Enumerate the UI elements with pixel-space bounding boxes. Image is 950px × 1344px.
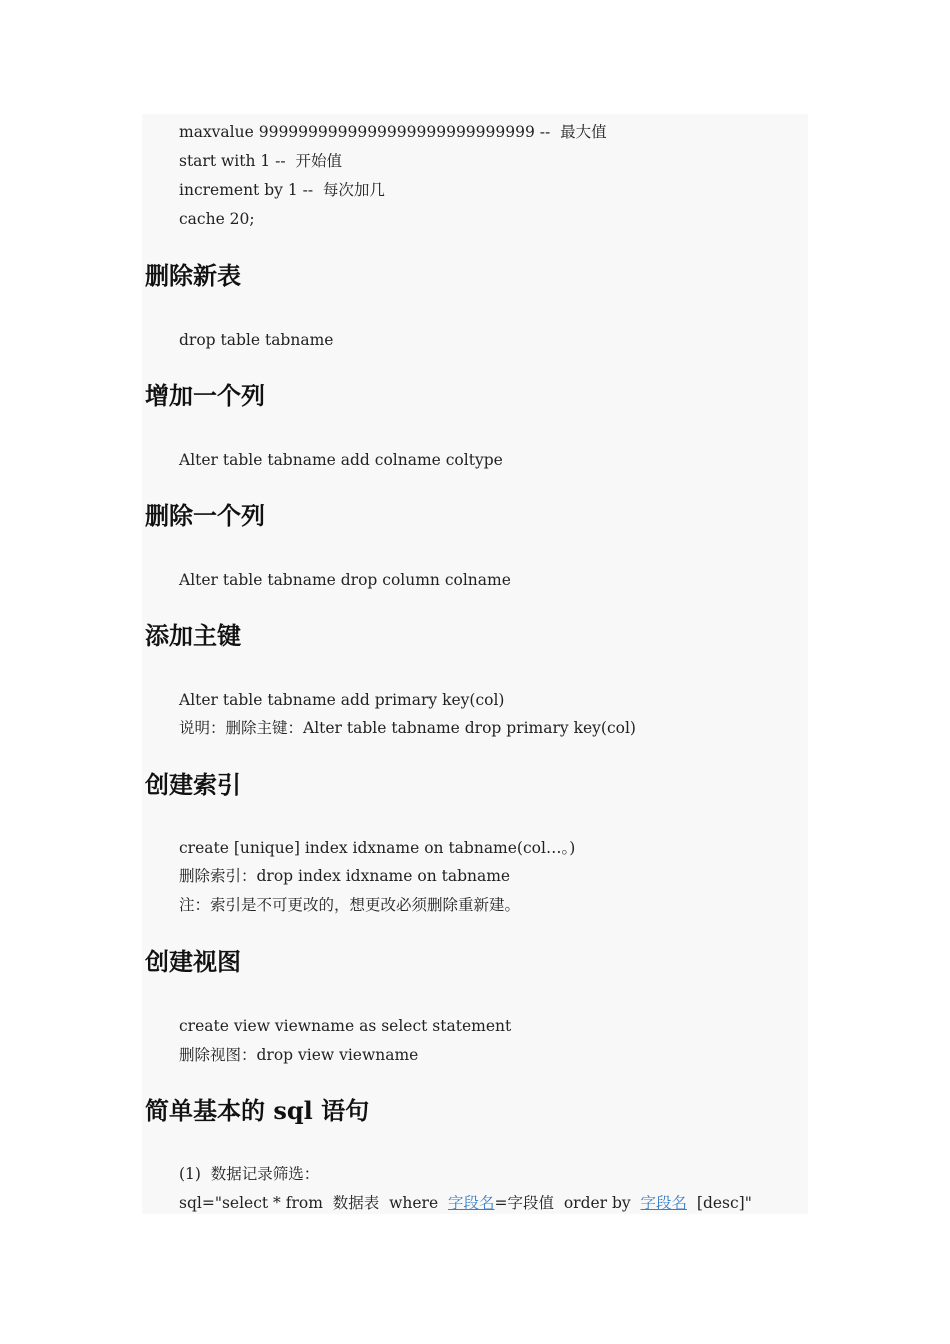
heading-add-column: 增加一个列 xyxy=(145,381,265,410)
create-index-line: create [unique] index idxname on tabname(col…。) xyxy=(179,839,576,857)
drop-view-line: 删除视图：drop view viewname xyxy=(179,1046,419,1064)
heading-drop-column: 删除一个列 xyxy=(145,501,265,530)
select-sql-line xyxy=(179,1192,752,1214)
select-sql-suffix: [desc]" xyxy=(687,1194,752,1212)
add-column-line: Alter table tabname add colname coltype xyxy=(179,451,503,469)
create-view-line: create view viewname as select statement xyxy=(179,1017,512,1035)
index-note-line: 注：索引是不可更改的，想更改必须删除重新建。 xyxy=(179,896,521,914)
drop-table-line: drop table tabname xyxy=(179,331,334,349)
drop-index-line: 删除索引：drop index idxname on tabname xyxy=(179,867,511,885)
add-primary-key-line: Alter table tabname add primary key(col) xyxy=(179,691,505,709)
drop-column-line: Alter table tabname drop column colname xyxy=(179,571,511,589)
heading-drop-table: 删除新表 xyxy=(145,261,241,290)
heading-add-primary-key: 添加主键 xyxy=(145,621,241,650)
heading-create-index: 创建索引 xyxy=(145,770,241,799)
heading-basic-sql: 简单基本的 sql 语句 xyxy=(145,1096,370,1125)
select-sql-middle: =字段值 order by xyxy=(494,1194,641,1212)
field-name-link-2[interactable]: 字段名 xyxy=(640,1194,688,1212)
sequence-start-line: start with 1 -- 开始值 xyxy=(179,152,342,170)
sequence-cache-line: cache 20; xyxy=(179,210,255,228)
field-name-link-1[interactable]: 字段名 xyxy=(447,1194,495,1212)
drop-primary-key-note: 说明：删除主键：Alter table tabname drop primary key(col) xyxy=(179,719,636,737)
select-sql-prefix: sql="select * from 数据表 where xyxy=(179,1194,448,1212)
record-filter-line: (1) 数据记录筛选： xyxy=(179,1165,320,1183)
sequence-maxvalue-line: maxvalue 9999999999999999999999999999 -- 最大值 xyxy=(179,123,607,141)
sequence-increment-line: increment by 1 -- 每次加几 xyxy=(179,181,385,199)
heading-create-view: 创建视图 xyxy=(145,947,241,976)
